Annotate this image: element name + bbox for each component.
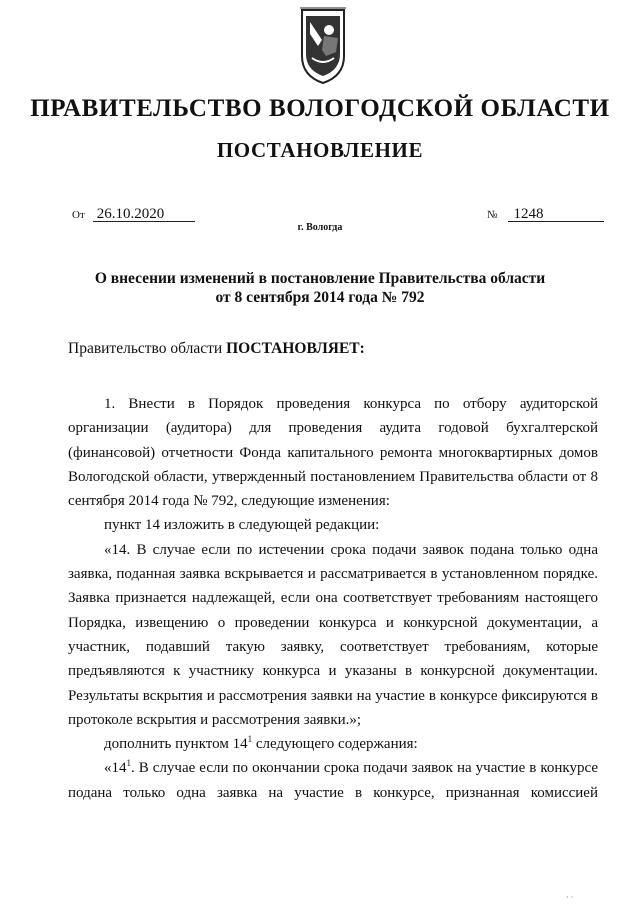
number-field	[487, 206, 604, 223]
paragraph-4-text-a: дополнить пунктом 14	[104, 736, 248, 753]
paragraph-2: пункт 14 изложить в следующей редакции:	[104, 517, 380, 534]
date-field	[72, 206, 195, 223]
number-label: №	[487, 209, 498, 221]
paragraph-3: «14. В случае если по истечении срока подачи заявок подана только одна заявка, поданная заявка вскрывается и рассматривается в установленном порядке. Заявка признается надлежащей, если она соответствует требованиям настоящего Порядка, извещению о проведении конкурса и конкурсной документации, а участник, подавший такую заявку, соответствует требованиям, которые предъявляются к участнику конкурса и указаны в конкурсной документации. Результаты вскрытия и рассмотрения заявки на участие в конкурсе фиксируются в протоколе вскрытия и рассмотрения заявки.»;	[68, 541, 598, 728]
page-mark: · ·	[566, 893, 574, 902]
decree-verb: ПОСТАНОВЛЯЕТ:	[226, 340, 365, 357]
paragraph-5-text-a: «14	[104, 760, 127, 777]
date-label: От	[72, 209, 85, 221]
document-body	[68, 392, 598, 805]
paragraph-5-superscript: 1	[126, 758, 131, 769]
paragraph-5	[68, 756, 598, 805]
paragraph-5-text-b: . В случае если по окончании срока подачи заявок на участие в конкурсе подана только одна заявка на участие в конкурсе, признанная комиссией	[68, 760, 598, 801]
number-value: 1248	[508, 207, 604, 222]
document-subject	[0, 269, 640, 307]
vologda-coat-of-arms-icon	[298, 6, 348, 86]
city-label: г. Вологда	[297, 222, 343, 233]
government-title: ПРАВИТЕЛЬСТВО ВОЛОГОДСКОЙ ОБЛАСТИ	[30, 95, 610, 122]
document-type: ПОСТАНОВЛЕНИЕ	[216, 138, 424, 162]
subject-line-2: от 8 сентября 2014 года № 792	[215, 289, 425, 306]
decree-line	[68, 340, 365, 358]
decree-prefix: Правительство области	[68, 340, 227, 357]
paragraph-4-superscript: 1	[247, 734, 253, 745]
subject-line-1: О внесении изменений в постановление Правительства области	[94, 270, 546, 287]
paragraph-4	[68, 732, 598, 756]
paragraph-1: 1. Внести в Порядок проведения конкурса по отбору аудиторской организации (аудитора) для проведения аудита годовой бухгалтерской (финансовой) отчетности Фонда капитального ремонта многоквартирных домов Вологодской области, утвержденный постановлением Правительства области от 8 сентября 2014 года № 792, следующие изменения:	[68, 396, 598, 510]
paragraph-4-text-b: следующего содержания:	[252, 736, 418, 753]
date-value: 26.10.2020	[93, 207, 195, 222]
